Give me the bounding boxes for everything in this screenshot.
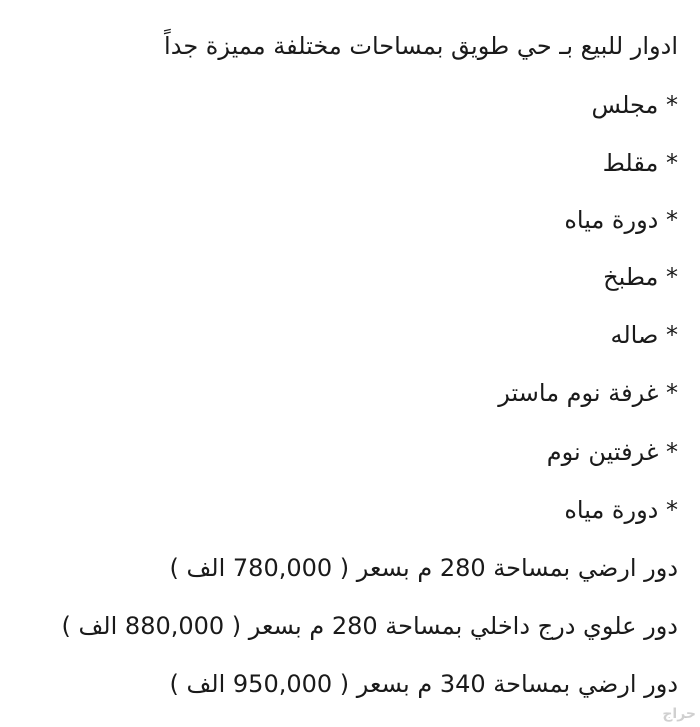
feature-item: * غرفة نوم ماستر: [498, 379, 678, 407]
feature-item: * دورة مياه: [564, 496, 678, 524]
feature-item: * مقلط: [602, 149, 678, 177]
offer-line: دور ارضي بمساحة 280 م بسعر ( 780,000 الف ): [169, 554, 678, 582]
listing-headline: ادوار للبيع بـ حي طويق بمساحات مختلفة مميزة جداً: [164, 32, 678, 60]
offer-line: دور علوي درج داخلي بمساحة 280 م بسعر ( 880,000 الف ): [61, 612, 678, 640]
feature-item: * غرفتين نوم: [546, 438, 678, 466]
feature-item: * دورة مياه: [564, 206, 678, 234]
feature-item: * مطبخ: [603, 263, 678, 291]
feature-item: * مجلس: [591, 91, 678, 119]
offer-line: دور ارضي بمساحة 340 م بسعر ( 950,000 الف ): [169, 670, 678, 698]
watermark-logo: حراج: [662, 706, 696, 722]
feature-item: * صاله: [610, 321, 678, 349]
